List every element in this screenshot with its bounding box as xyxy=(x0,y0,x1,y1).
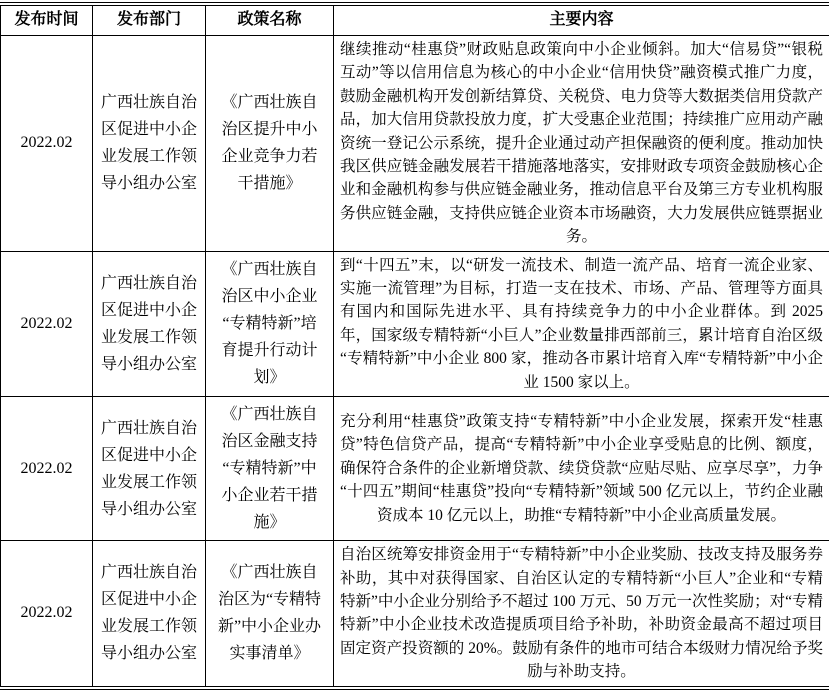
department-cell: 广西壮族自治区促进中小企业发展工作领导小组办公室 xyxy=(93,397,206,541)
column-header-date: 发布时间 xyxy=(1,4,93,36)
table-row xyxy=(1,36,829,252)
policy-name-cell: 《广西壮族自治区为“专精特新”中小企业办实事清单》 xyxy=(206,541,334,688)
department-cell: 广西壮族自治区促进中小企业发展工作领导小组办公室 xyxy=(93,251,206,396)
department-cell: 广西壮族自治区促进中小企业发展工作领导小组办公室 xyxy=(93,541,206,688)
policy-table xyxy=(0,2,829,690)
date-cell: 2022.02 xyxy=(1,397,93,541)
table-row xyxy=(1,397,829,541)
column-header-department: 发布部门 xyxy=(93,4,206,36)
date-cell: 2022.02 xyxy=(1,36,93,252)
date-cell: 2022.02 xyxy=(1,541,93,688)
table-header-row xyxy=(1,4,829,36)
table-row xyxy=(1,541,829,688)
policy-name-cell: 《广西壮族自治区提升中小企业竞争力若干措施》 xyxy=(206,36,334,252)
content-cell: 自治区统筹安排资金用于“专精特新”中小企业奖励、技改支持及服务券补助，其中对获得国家、自治区认定的专精特新“小巨人”企业和“专精特新”中小企业分别给予不超过 100 万元、50 万元一次性奖励；对“专精特新”中小企业技术改造提质项目给予补助，补助资金最高不超过项目固定资产投资额的 20%。鼓励有条件的地市可结合本级财力情况给予奖励与补助支持。 xyxy=(334,541,829,688)
department-cell: 广西壮族自治区促进中小企业发展工作领导小组办公室 xyxy=(93,36,206,252)
content-cell: 充分利用“桂惠贷”政策支持“专精特新”中小企业发展，探索开发“桂惠贷”特色信贷产品，提高“专精特新”中小企业享受贴息的比例、额度，确保符合条件的企业新增贷款、续贷贷款“应贴尽贴、应享尽享”，力争“十四五”期间“桂惠贷”投向“专精特新”领域 500 亿元以上，节约企业融资成本 10 亿元以上，助推“专精特新”中小企业高质量发展。 xyxy=(334,397,829,541)
policy-name-cell: 《广西壮族自治区中小企业“专精特新”培育提升行动计划》 xyxy=(206,251,334,396)
content-cell: 到“十四五”末，以“研发一流技术、制造一流产品、培育一流企业家、实施一流管理”为目标，打造一支在技术、市场、产品、管理等方面具有国内和国际先进水平、具有持续竞争力的中小企业群体。到 2025 年，国家级专精特新“小巨人”企业数量排西部前三，累计培育自治区级“专精特新”中小企业 800 家，推动各市累计培育入库“专精特新”中小企业 1500 家以上。 xyxy=(334,251,829,396)
policy-name-cell: 《广西壮族自治区金融支持“专精特新”中小企业若干措施》 xyxy=(206,397,334,541)
column-header-content: 主要内容 xyxy=(334,4,829,36)
content-cell: 继续推动“桂惠贷”财政贴息政策向中小企业倾斜。加大“信易贷”“银税互动”等以信用信息为核心的中小企业“信用快贷”融资模式推广力度，鼓励金融机构开发创新结算贷、关税贷、电力贷等大数据类信用贷款产品，加大信用贷款投放力度，扩大受惠企业范围；持续推广应用动产融资统一登记公示系统，提升企业通过动产担保融资的便利度。推动加快我区供应链金融发展若干措施落地落实，安排财政专项资金鼓励核心企业和金融机构参与供应链金融业务，推动信息平台及第三方专业机构服务供应链金融，支持供应链企业资本市场融资，大力发展供应链票据业务。 xyxy=(334,36,829,252)
column-header-policy: 政策名称 xyxy=(206,4,334,36)
date-cell: 2022.02 xyxy=(1,251,93,396)
table-row xyxy=(1,251,829,396)
